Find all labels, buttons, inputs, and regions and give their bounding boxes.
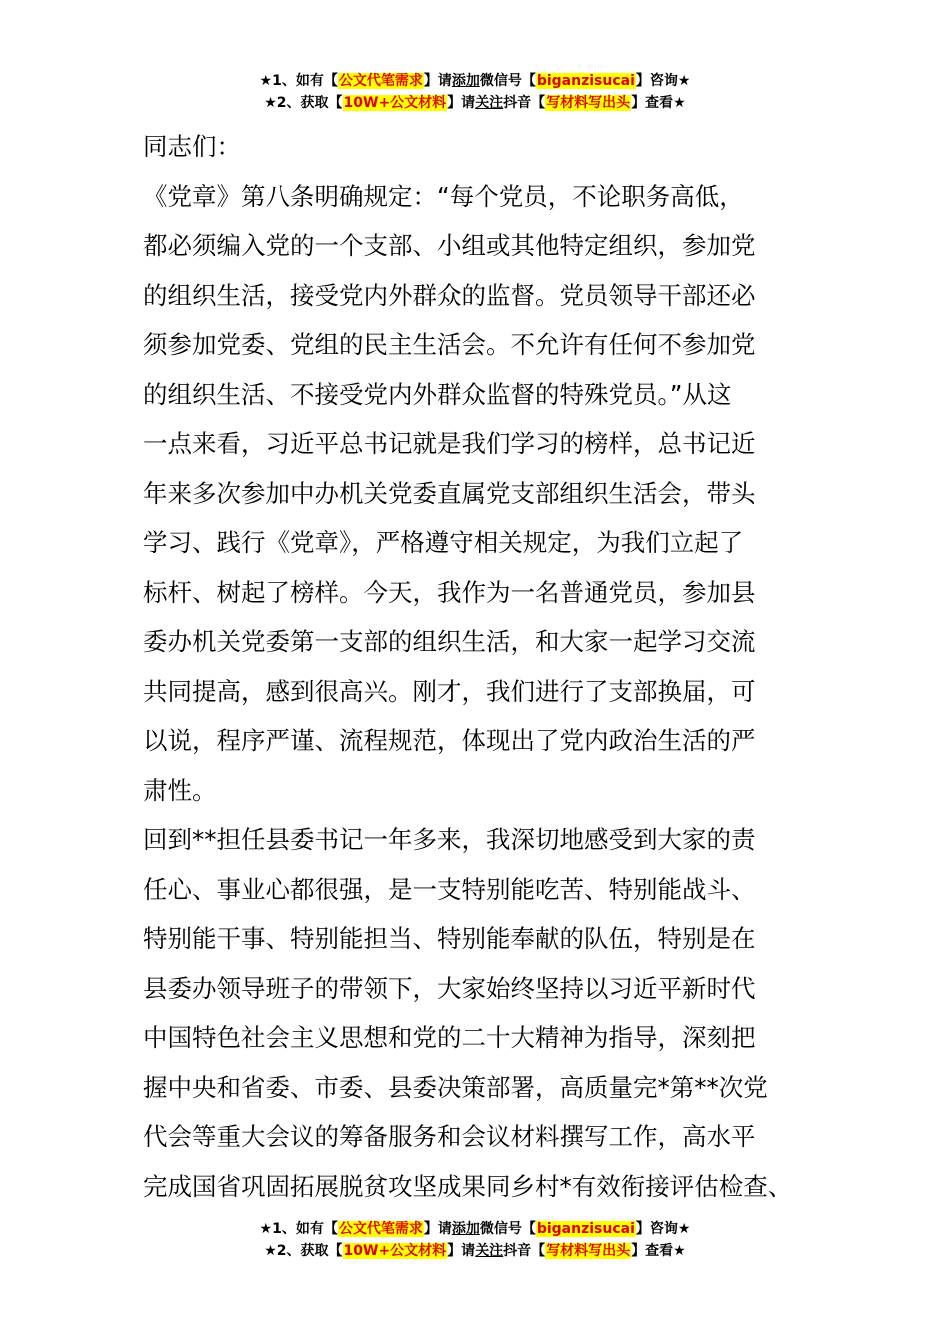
banner-text: 】查看★ xyxy=(631,1243,686,1259)
paragraph-1 xyxy=(143,172,823,816)
text-line: 以说，程序严谨、流程规范，体现出了党内政治生活的严 xyxy=(143,726,756,755)
text-line: 回到**担任县委书记一年多来，我深切地感受到大家的责 xyxy=(143,825,756,854)
text-line: 委办机关党委第一支部的组织生活，和大家一起学习交流 xyxy=(143,627,756,656)
banner-text: ★1、如有【 xyxy=(259,1221,338,1237)
underlined-text: 关注 xyxy=(475,1243,504,1259)
banner-text: 微信号【 xyxy=(479,73,536,89)
banner-text: 】咨询★ xyxy=(635,73,691,89)
highlight-text: 10W+公文材料 xyxy=(343,95,447,111)
text-line: 共同提高，感到很高兴。刚才，我们进行了支部换届，可 xyxy=(143,676,756,706)
banner-text: ★2、获取【 xyxy=(264,1243,343,1259)
document-body xyxy=(143,122,823,1211)
paragraph-2 xyxy=(143,815,823,1211)
highlight-text: 公文代笔需求 xyxy=(338,1221,423,1237)
banner-text: ★1、如有【 xyxy=(259,73,338,89)
banner-text: 微信号【 xyxy=(479,1221,536,1237)
highlight-text: 10W+公文材料 xyxy=(343,1243,447,1259)
text-line: 任心、事业心都很强，是一支特别能吃苦、特别能战斗、 xyxy=(143,874,756,904)
banner-text: 抖音【 xyxy=(503,95,546,111)
text-line: 握中央和省委、市委、县委决策部署，高质量完*第**次党 xyxy=(143,1072,768,1102)
text-line: 年来多次参加中办机关党委直属党支部组织生活会，带头 xyxy=(143,478,756,508)
text-line: 县委办领导班子的带领下，大家始终坚持以习近平新时代 xyxy=(143,973,756,1003)
banner-text: 】查看★ xyxy=(631,95,686,111)
banner-line-1 xyxy=(0,1218,950,1240)
banner-line-1 xyxy=(0,70,950,92)
text-line: 代会等重大会议的筹备服务和会议材料撰写工作，高水平 xyxy=(143,1122,756,1151)
text-line: 完成国省巩固拓展脱贫攻坚成果同乡村*有效衔接评估检查、 xyxy=(143,1171,793,1201)
text-line: 学习、践行《党章》，严格遵守相关规定，为我们立起了 xyxy=(143,528,744,557)
text-line: 标杆、树起了榜样。今天，我作为一名普通党员，参加县 xyxy=(143,577,756,607)
banner-text: ★2、获取【 xyxy=(264,95,343,111)
top-banner xyxy=(0,70,950,114)
underlined-text: 关注 xyxy=(475,95,504,111)
banner-line-2 xyxy=(0,92,950,114)
highlight-text: 写材料写出头 xyxy=(546,95,631,111)
text-line: 须参加党委、党组的民主生活会。不允许有任何不参加党 xyxy=(143,330,756,359)
highlight-text: 公文代笔需求 xyxy=(338,73,423,89)
underlined-text: 添加 xyxy=(451,73,480,89)
highlight-text: 写材料写出头 xyxy=(546,1243,631,1259)
banner-text: 】请 xyxy=(447,95,476,111)
text-line: 肃性。 xyxy=(143,775,217,805)
text-line: 的组织生活、不接受党内外群众监督的特殊党员。”从这 xyxy=(143,379,732,409)
highlight-text: biganzisucai xyxy=(536,1221,635,1237)
text-line: 的组织生活，接受党内外群众的监督。党员领导干部还必 xyxy=(143,280,756,310)
text-line: 特别能干事、特别能担当、特别能奉献的队伍，特别是在 xyxy=(143,924,756,953)
underlined-text: 添加 xyxy=(451,1221,480,1237)
text-line: 中国特色社会主义思想和党的二十大精神为指导，深刻把 xyxy=(143,1023,756,1052)
text-line: 都必须编入党的一个支部、小组或其他特定组织，参加党 xyxy=(143,231,756,260)
text-line: 一点来看，习近平总书记就是我们学习的榜样，总书记近 xyxy=(143,429,756,458)
banner-text: 】请 xyxy=(423,73,452,89)
banner-line-2 xyxy=(0,1240,950,1262)
highlight-text: biganzisucai xyxy=(536,73,635,89)
banner-text: 】请 xyxy=(423,1221,452,1237)
banner-text: 抖音【 xyxy=(503,1243,546,1259)
banner-text: 】请 xyxy=(447,1243,476,1259)
bottom-banner xyxy=(0,1218,950,1262)
banner-text: 】咨询★ xyxy=(635,1221,691,1237)
text-line: 《党章》第八条明确规定：“每个党员，不论职务高低， xyxy=(143,181,744,211)
greeting: 同志们： xyxy=(143,132,241,161)
